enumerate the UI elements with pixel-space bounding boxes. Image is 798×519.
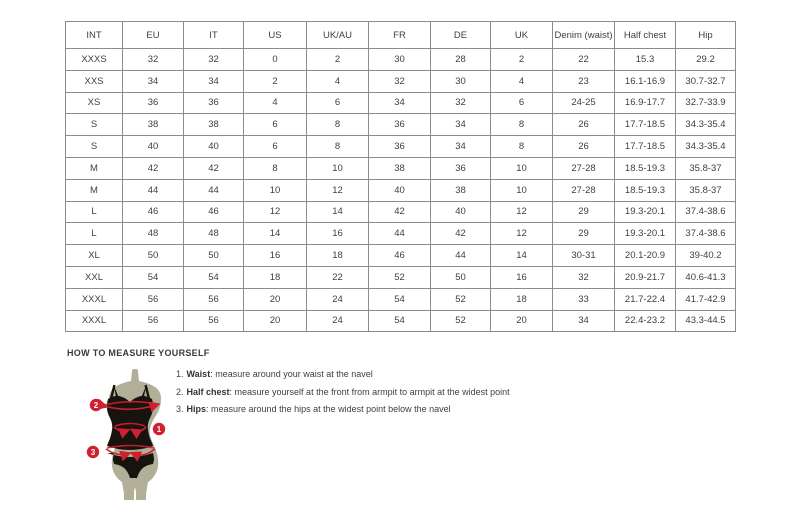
- table-row: [66, 49, 736, 71]
- measure-instruction-hips: [176, 404, 510, 415]
- table-cell: 14: [307, 201, 369, 223]
- table-cell: 20: [491, 310, 553, 332]
- table-cell: 32: [123, 49, 184, 71]
- table-cell: S: [66, 136, 123, 158]
- table-cell: 16.1-16.9: [615, 70, 676, 92]
- table-cell: 56: [184, 310, 244, 332]
- column-header: INT: [66, 22, 123, 49]
- table-cell: 8: [244, 157, 307, 179]
- table-cell: 17.7-18.5: [615, 136, 676, 158]
- table-row: [66, 92, 736, 114]
- table-cell: 4: [491, 70, 553, 92]
- table-cell: 19.3-20.1: [615, 223, 676, 245]
- table-cell: 38: [184, 114, 244, 136]
- table-cell: 42: [369, 201, 431, 223]
- column-header: EU: [123, 22, 184, 49]
- table-cell: 54: [123, 266, 184, 288]
- table-cell: 32: [431, 92, 491, 114]
- table-cell: 34: [431, 136, 491, 158]
- table-cell: 38: [431, 179, 491, 201]
- table-cell: 22.4-23.2: [615, 310, 676, 332]
- table-cell: L: [66, 223, 123, 245]
- table-cell: 46: [184, 201, 244, 223]
- table-cell: 50: [431, 266, 491, 288]
- table-cell: 10: [491, 157, 553, 179]
- column-header: DE: [431, 22, 491, 49]
- table-cell: 6: [244, 114, 307, 136]
- table-cell: 38: [369, 157, 431, 179]
- table-cell: 30-31: [553, 245, 615, 267]
- table-cell: 56: [123, 310, 184, 332]
- table-cell: 18.5-19.3: [615, 157, 676, 179]
- table-cell: 18: [307, 245, 369, 267]
- badge-waist-number: 1: [156, 425, 162, 434]
- table-cell: XL: [66, 245, 123, 267]
- table-cell: 34: [431, 114, 491, 136]
- instruction-text: : measure around the hips at the widest point below the navel: [206, 404, 451, 414]
- table-cell: 35.8-37: [676, 179, 736, 201]
- table-cell: 44: [369, 223, 431, 245]
- table-cell: 50: [184, 245, 244, 267]
- column-header: Half chest: [615, 22, 676, 49]
- table-cell: 36: [184, 92, 244, 114]
- table-cell: S: [66, 114, 123, 136]
- table-cell: 19.3-20.1: [615, 201, 676, 223]
- table-cell: 32: [369, 70, 431, 92]
- mannequin-illustration: [78, 369, 188, 500]
- column-header: UK/AU: [307, 22, 369, 49]
- table-cell: 26: [553, 136, 615, 158]
- table-cell: 8: [491, 136, 553, 158]
- column-header: Hip: [676, 22, 736, 49]
- table-cell: 6: [307, 92, 369, 114]
- badge-waist: [153, 423, 165, 435]
- table-cell: 8: [307, 114, 369, 136]
- badge-chest: [90, 399, 102, 411]
- table-cell: 36: [431, 157, 491, 179]
- table-cell: 27-28: [553, 179, 615, 201]
- table-cell: 50: [123, 245, 184, 267]
- size-conversion-table: [65, 21, 736, 332]
- table-cell: 10: [244, 179, 307, 201]
- table-cell: 42: [431, 223, 491, 245]
- table-cell: 30.7-32.7: [676, 70, 736, 92]
- instruction-number: 1.: [176, 369, 184, 379]
- badge-chest-number: 2: [93, 401, 99, 410]
- table-cell: 18.5-19.3: [615, 179, 676, 201]
- table-cell: 10: [491, 179, 553, 201]
- table-cell: 48: [123, 223, 184, 245]
- table-row: [66, 70, 736, 92]
- instruction-label: Hips: [186, 404, 207, 414]
- table-row: [66, 179, 736, 201]
- table-cell: 12: [307, 179, 369, 201]
- table-cell: 29: [553, 223, 615, 245]
- column-header: UK: [491, 22, 553, 49]
- table-cell: 29: [553, 201, 615, 223]
- table-cell: 37.4-38.6: [676, 223, 736, 245]
- table-cell: 16.9-17.7: [615, 92, 676, 114]
- instruction-label: Half chest: [186, 386, 230, 397]
- table-row: [66, 223, 736, 245]
- badge-hips: [87, 446, 99, 458]
- table-cell: 30: [431, 70, 491, 92]
- table-cell: 10: [307, 157, 369, 179]
- table-cell: 34: [123, 70, 184, 92]
- table-cell: 42: [123, 157, 184, 179]
- size-table-body: [66, 49, 736, 332]
- table-row: [66, 245, 736, 267]
- table-cell: 27-28: [553, 157, 615, 179]
- table-cell: M: [66, 157, 123, 179]
- table-cell: 36: [369, 114, 431, 136]
- table-cell: 39-40.2: [676, 245, 736, 267]
- table-cell: 8: [307, 136, 369, 158]
- table-cell: 4: [307, 70, 369, 92]
- instruction-text: : measure around your waist at the navel: [210, 369, 373, 379]
- table-cell: 44: [184, 179, 244, 201]
- instruction-label: Waist: [186, 369, 211, 379]
- table-cell: 34: [553, 310, 615, 332]
- table-row: [66, 310, 736, 332]
- table-cell: 8: [491, 114, 553, 136]
- column-header: Denim (waist): [553, 22, 615, 49]
- measurement-figure: [78, 369, 188, 500]
- table-cell: 24: [307, 288, 369, 310]
- table-cell: M: [66, 179, 123, 201]
- table-cell: 42: [184, 157, 244, 179]
- measure-instruction-waist: [176, 369, 510, 380]
- table-cell: 56: [184, 288, 244, 310]
- table-row: [66, 266, 736, 288]
- table-cell: 56: [123, 288, 184, 310]
- table-cell: 28: [431, 49, 491, 71]
- table-cell: 29.2: [676, 49, 736, 71]
- table-row: [66, 136, 736, 158]
- table-cell: XXXL: [66, 288, 123, 310]
- table-cell: XXS: [66, 70, 123, 92]
- table-cell: XXXS: [66, 49, 123, 71]
- table-cell: 17.7-18.5: [615, 114, 676, 136]
- table-cell: 2: [491, 49, 553, 71]
- column-header: IT: [184, 22, 244, 49]
- table-cell: 16: [491, 266, 553, 288]
- table-cell: 48: [184, 223, 244, 245]
- column-header: FR: [369, 22, 431, 49]
- how-to-measure-heading: HOW TO MEASURE YOURSELF: [67, 348, 210, 358]
- table-cell: 21.7-22.4: [615, 288, 676, 310]
- instruction-text: : measure yourself at the front from armpit to armpit at the widest point: [229, 386, 510, 397]
- table-cell: 40: [123, 136, 184, 158]
- table-cell: 44: [123, 179, 184, 201]
- table-cell: 44: [431, 245, 491, 267]
- table-cell: 6: [491, 92, 553, 114]
- table-cell: 20.1-20.9: [615, 245, 676, 267]
- table-cell: 36: [123, 92, 184, 114]
- table-cell: 30: [369, 49, 431, 71]
- table-cell: 24: [307, 310, 369, 332]
- table-cell: 54: [369, 288, 431, 310]
- table-cell: 12: [491, 201, 553, 223]
- measure-instruction-half-chest: [176, 387, 510, 398]
- table-cell: 40: [184, 136, 244, 158]
- table-cell: 40: [369, 179, 431, 201]
- table-cell: 0: [244, 49, 307, 71]
- table-cell: 54: [369, 310, 431, 332]
- table-cell: 14: [244, 223, 307, 245]
- badge-hips-number: 3: [90, 448, 96, 457]
- table-cell: 23: [553, 70, 615, 92]
- table-cell: 46: [123, 201, 184, 223]
- table-cell: 36: [369, 136, 431, 158]
- table-row: [66, 288, 736, 310]
- table-cell: 52: [369, 266, 431, 288]
- table-cell: 18: [244, 266, 307, 288]
- table-cell: 6: [244, 136, 307, 158]
- table-cell: 34.3-35.4: [676, 136, 736, 158]
- table-cell: 4: [244, 92, 307, 114]
- table-cell: 41.7-42.9: [676, 288, 736, 310]
- table-cell: 38: [123, 114, 184, 136]
- column-header: US: [244, 22, 307, 49]
- table-cell: L: [66, 201, 123, 223]
- table-cell: 20: [244, 288, 307, 310]
- table-cell: 16: [244, 245, 307, 267]
- table-cell: 22: [553, 49, 615, 71]
- table-row: [66, 201, 736, 223]
- table-cell: 33: [553, 288, 615, 310]
- table-cell: 18: [491, 288, 553, 310]
- table-cell: 2: [307, 49, 369, 71]
- table-cell: 12: [244, 201, 307, 223]
- table-cell: 15.3: [615, 49, 676, 71]
- table-cell: 16: [307, 223, 369, 245]
- size-table-header-row: [66, 22, 736, 49]
- table-cell: 52: [431, 288, 491, 310]
- table-cell: 46: [369, 245, 431, 267]
- table-cell: 37.4-38.6: [676, 201, 736, 223]
- table-cell: 35.8-37: [676, 157, 736, 179]
- table-cell: 32: [184, 49, 244, 71]
- table-cell: 32.7-33.9: [676, 92, 736, 114]
- table-cell: 26: [553, 114, 615, 136]
- table-cell: XS: [66, 92, 123, 114]
- table-row: [66, 157, 736, 179]
- table-cell: 12: [491, 223, 553, 245]
- measure-instructions-list: [176, 369, 510, 422]
- table-cell: 22: [307, 266, 369, 288]
- table-cell: 54: [184, 266, 244, 288]
- table-cell: 40: [431, 201, 491, 223]
- instruction-number: 3.: [176, 404, 184, 414]
- table-cell: 34: [184, 70, 244, 92]
- table-cell: 34.3-35.4: [676, 114, 736, 136]
- instruction-number: 2.: [176, 386, 184, 397]
- table-cell: 43.3-44.5: [676, 310, 736, 332]
- table-cell: 20: [244, 310, 307, 332]
- table-cell: 20.9-21.7: [615, 266, 676, 288]
- table-cell: 52: [431, 310, 491, 332]
- table-cell: 2: [244, 70, 307, 92]
- table-cell: 32: [553, 266, 615, 288]
- table-cell: 40.6-41.3: [676, 266, 736, 288]
- table-cell: XXL: [66, 266, 123, 288]
- table-row: [66, 114, 736, 136]
- table-cell: 14: [491, 245, 553, 267]
- table-cell: XXXL: [66, 310, 123, 332]
- table-cell: 34: [369, 92, 431, 114]
- table-cell: 24-25: [553, 92, 615, 114]
- size-table-head: [66, 22, 736, 49]
